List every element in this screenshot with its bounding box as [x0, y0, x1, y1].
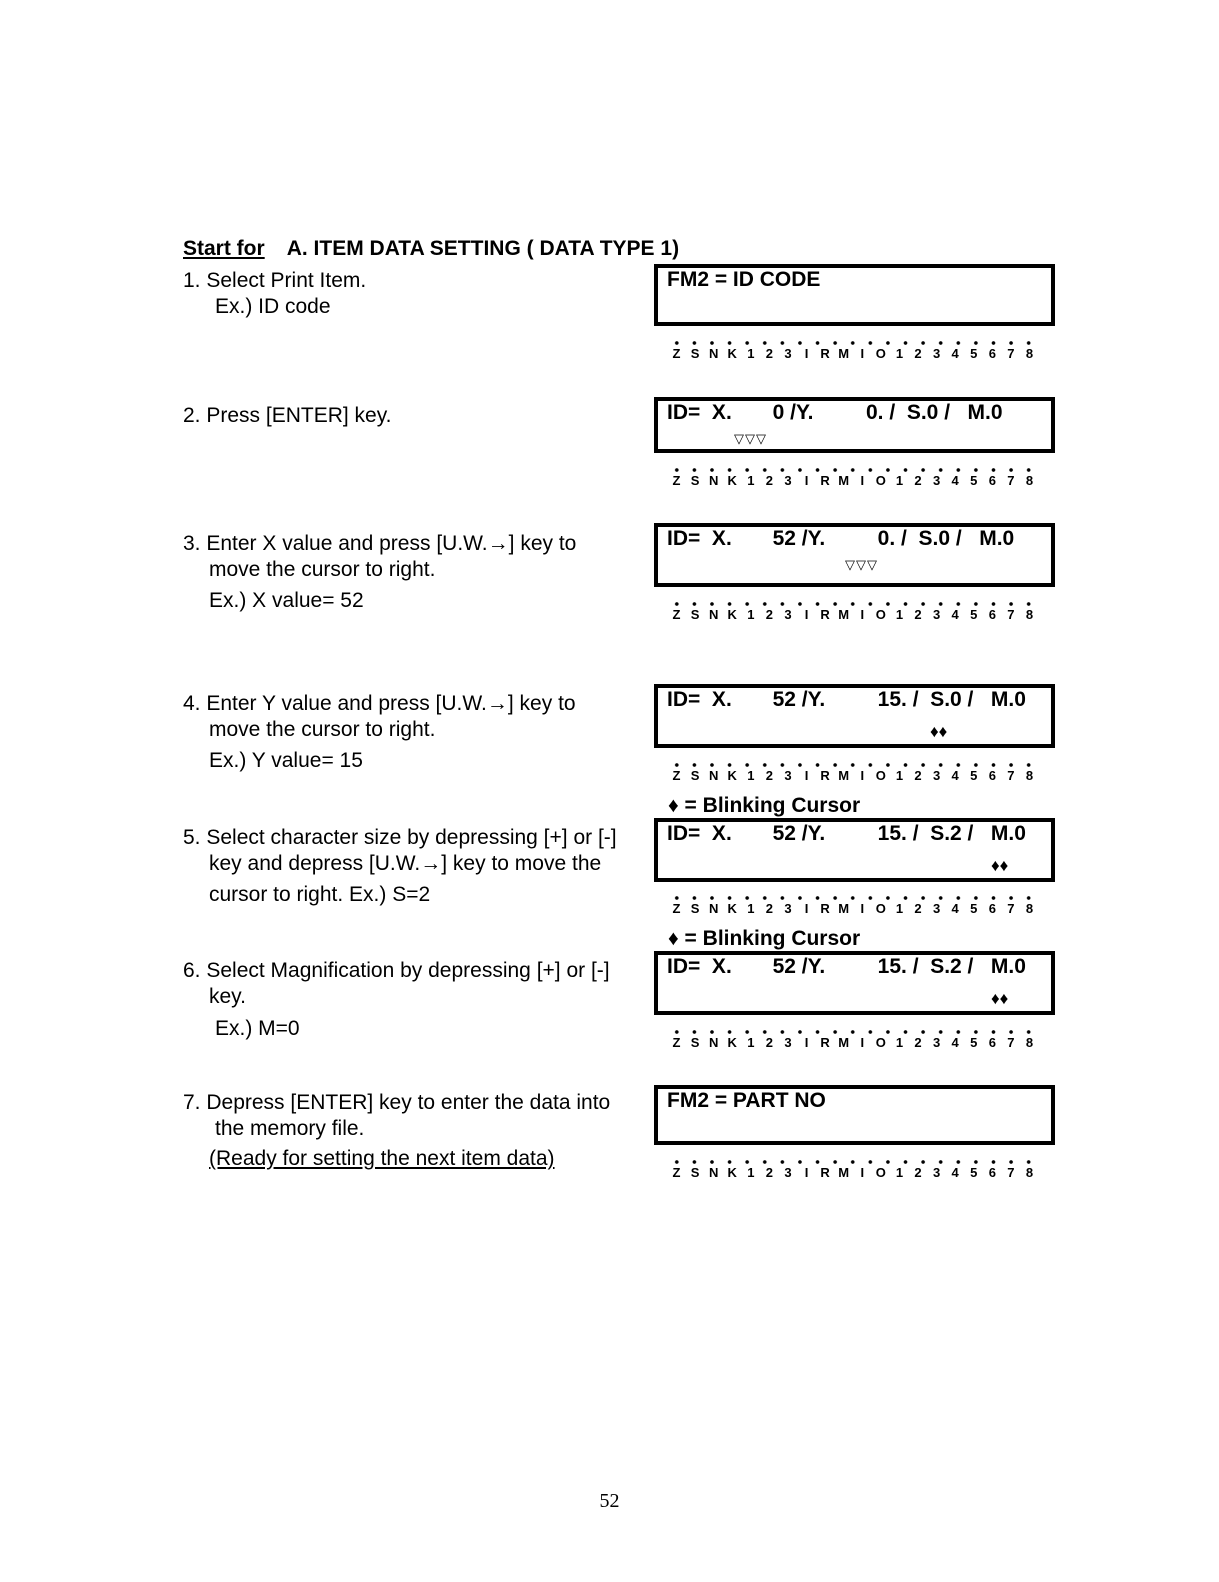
indicator-label: 5 [970, 768, 978, 783]
indicator-label: N [708, 473, 719, 488]
indicator-label: Z [672, 768, 681, 783]
indicator-label: I [804, 1165, 809, 1180]
indicator-label: 1 [747, 768, 755, 783]
indicator-label: S [690, 768, 700, 783]
step-5-line-2: key and depress [U.W.→] key to move the [209, 852, 602, 875]
indicator-label: 1 [895, 473, 904, 488]
indicator-label: O [875, 901, 886, 916]
indicator-label: O [875, 1035, 886, 1050]
step-4-line-1: 4. Enter Y value and press [U.W.→] key to [183, 692, 576, 715]
indicator-label: I [860, 607, 865, 622]
indicator-label: 2 [765, 1035, 773, 1050]
indicator-label: 2 [914, 1035, 922, 1050]
indicator-label: 1 [895, 607, 904, 622]
indicator-label: I [804, 346, 809, 361]
indicator-label: I [804, 473, 809, 488]
lcd-text: ID= X. 52 /Y. 0. / S.0 / M.0 [667, 527, 1015, 550]
indicator-label: 6 [988, 901, 996, 916]
indicator-label: 8 [1025, 1165, 1034, 1180]
lcd-text: ID= X. 52 /Y. 15. / S.0 / M.0 [667, 688, 1026, 711]
indicator-label: R [820, 473, 830, 488]
indicator-label: 2 [765, 768, 773, 783]
indicator-labels [668, 768, 1038, 783]
indicator-label: S [690, 346, 700, 361]
step-3 [183, 531, 576, 614]
lcd-display-4 [654, 684, 1055, 748]
indicator-label: 8 [1025, 346, 1034, 361]
indicator-label: 1 [747, 473, 755, 488]
indicator-labels [668, 1035, 1038, 1050]
section-letter: A. [286, 237, 308, 260]
indicator-label: 8 [1025, 607, 1034, 622]
cursor-marker: ▽▽▽ [845, 557, 878, 572]
indicator-label: Z [672, 607, 681, 622]
step-7-line-1: 7. Depress [ENTER] key to enter the data into [183, 1091, 611, 1114]
step-4-line-3: Ex.) Y value= 15 [209, 749, 363, 772]
indicator-labels [668, 607, 1038, 622]
step-7-line-2: the memory file. [215, 1117, 365, 1140]
indicator-label: N [708, 768, 719, 783]
indicator-label: 3 [932, 768, 941, 783]
indicator-label: M [838, 768, 850, 783]
lcd-display-1 [654, 264, 1055, 326]
indicator-label: 2 [765, 1165, 773, 1180]
indicator-label: N [708, 1165, 719, 1180]
indicator-label: O [875, 1165, 886, 1180]
start-for-label: Start for [183, 237, 265, 260]
indicator-label: 2 [914, 901, 922, 916]
indicator-label: 2 [914, 768, 922, 783]
step-3-line-1: 3. Enter X value and press [U.W.→] key to [183, 532, 577, 555]
step-1-line-1: 1. Select Print Item. [183, 269, 367, 292]
indicator-label: M [838, 473, 850, 488]
indicator-label: M [838, 1035, 850, 1050]
indicator-label: O [875, 346, 886, 361]
indicator-label: Z [672, 346, 681, 361]
lcd-text: ID= X. 52 /Y. 15. / S.2 / M.0 [667, 955, 1026, 978]
indicator-label: 5 [970, 473, 978, 488]
step-6-line-2: key. [209, 985, 246, 1008]
indicator-label: 1 [895, 901, 904, 916]
indicator-label: 7 [1007, 901, 1015, 916]
blinking-cursor-marker: ♦♦ [991, 989, 1009, 1008]
indicator-label: 2 [765, 607, 773, 622]
indicator-label: 3 [784, 607, 792, 622]
lcd-display-2 [654, 397, 1055, 453]
indicator-label: 2 [914, 473, 922, 488]
lcd-text: FM2 = ID CODE [667, 268, 821, 291]
indicator-label: M [838, 901, 850, 916]
step-2 [183, 403, 392, 429]
indicator-label: 7 [1007, 1165, 1015, 1180]
step-6-line-3: Ex.) M=0 [215, 1017, 300, 1040]
indicator-label: 1 [895, 1035, 904, 1050]
lcd-text: ID= X. 52 /Y. 15. / S.2 / M.0 [667, 822, 1026, 845]
indicator-label: 3 [784, 1165, 792, 1180]
indicator-label: Z [672, 473, 681, 488]
indicator-label: 1 [747, 901, 755, 916]
indicator-label: 2 [765, 901, 773, 916]
indicator-label: I [804, 901, 809, 916]
step-3-line-3: Ex.) X value= 52 [209, 589, 364, 612]
indicator-label: 7 [1007, 768, 1015, 783]
indicator-label: 2 [914, 346, 922, 361]
indicator-label: 6 [988, 607, 996, 622]
indicator-label: 6 [988, 473, 996, 488]
indicator-label: I [860, 1165, 865, 1180]
indicator-label: N [708, 901, 719, 916]
indicator-label: 5 [970, 607, 978, 622]
indicator-label: K [727, 901, 737, 916]
indicator-label: I [804, 607, 809, 622]
step-3-line-2: move the cursor to right. [209, 558, 436, 581]
indicator-label: Z [672, 1035, 681, 1050]
step-6 [183, 958, 610, 1042]
indicator-label: I [860, 1035, 865, 1050]
indicator-label: K [727, 473, 737, 488]
indicator-label: 3 [784, 473, 792, 488]
indicator-label: 7 [1007, 607, 1015, 622]
indicator-label: 7 [1007, 1035, 1015, 1050]
indicator-label: 3 [932, 607, 941, 622]
indicator-label: K [727, 1035, 737, 1050]
indicator-label: 6 [988, 1165, 996, 1180]
indicator-label: 4 [951, 901, 959, 916]
indicator-label: 3 [932, 1165, 941, 1180]
step-7 [183, 1090, 610, 1172]
lcd-display-5 [654, 818, 1055, 882]
indicator-label: O [875, 607, 886, 622]
step-5 [183, 825, 617, 908]
indicator-label: R [820, 607, 830, 622]
indicator-label: M [838, 607, 850, 622]
page-number: 52 [599, 1490, 620, 1512]
indicator-label: S [690, 901, 700, 916]
lcd-display-6 [654, 951, 1055, 1015]
indicator-label: 5 [970, 901, 978, 916]
indicator-label: S [690, 1035, 700, 1050]
lcd-display-7 [654, 1085, 1055, 1145]
indicator-label: 3 [784, 901, 792, 916]
indicator-label: N [708, 607, 719, 622]
step-5-line-3: cursor to right. Ex.) S=2 [209, 883, 431, 906]
indicator-label: 3 [784, 768, 792, 783]
lcd-text: ID= X. 0 /Y. 0. / S.0 / M.0 [667, 401, 1003, 424]
indicator-label: M [838, 346, 850, 361]
indicator-label: S [690, 1165, 700, 1180]
indicator-label: 5 [970, 1035, 978, 1050]
indicator-label: R [820, 1035, 830, 1050]
indicator-label: 3 [784, 1035, 792, 1050]
indicator-label: 6 [988, 346, 996, 361]
indicator-label: 3 [932, 901, 941, 916]
indicator-label: 1 [895, 346, 904, 361]
indicator-label: 1 [895, 768, 904, 783]
indicator-labels [668, 1165, 1038, 1180]
indicator-label: 8 [1025, 768, 1034, 783]
indicator-label: 1 [747, 346, 755, 361]
lcd-text: FM2 = PART NO [667, 1089, 826, 1112]
indicator-label: 3 [932, 346, 941, 361]
indicator-labels [668, 346, 1038, 361]
step-6-line-1: 6. Select Magnification by depressing [+] or [-] [183, 959, 610, 982]
indicator-label: S [690, 607, 700, 622]
lcd-display-3 [654, 523, 1055, 587]
blinking-cursor-marker: ♦♦ [991, 856, 1009, 875]
indicator-label: 6 [988, 768, 996, 783]
step-4-line-2: move the cursor to right. [209, 718, 436, 741]
indicator-label: 6 [988, 1035, 996, 1050]
indicator-label: I [804, 768, 809, 783]
indicator-label: 2 [765, 473, 773, 488]
indicator-label: S [690, 473, 700, 488]
indicator-label: 5 [970, 346, 978, 361]
indicator-label: 1 [747, 1165, 755, 1180]
indicator-label: 5 [970, 1165, 978, 1180]
indicator-label: 4 [951, 473, 959, 488]
indicator-label: Z [672, 1165, 681, 1180]
indicator-label: R [820, 901, 830, 916]
indicator-label: 2 [765, 346, 773, 361]
indicator-label: 3 [784, 346, 792, 361]
indicator-label: K [727, 607, 737, 622]
step-4 [183, 691, 576, 774]
indicator-label: I [860, 901, 865, 916]
step-2-line-1: 2. Press [ENTER] key. [183, 404, 392, 427]
step-1 [183, 268, 366, 320]
blinking-cursor-marker: ♦♦ [930, 722, 948, 741]
step-5-line-1: 5. Select character size by depressing [+] or [-] [183, 826, 617, 849]
indicator-label: K [727, 1165, 737, 1180]
indicator-label: N [708, 346, 719, 361]
indicator-label: 8 [1025, 473, 1034, 488]
section-heading [183, 237, 679, 261]
indicator-label: 4 [951, 1165, 959, 1180]
step-1-line-2: Ex.) ID code [215, 295, 331, 318]
section-title: ITEM DATA SETTING ( DATA TYPE 1) [313, 237, 680, 260]
indicator-label: 1 [895, 1165, 904, 1180]
indicator-label: 4 [951, 1035, 959, 1050]
indicator-labels [668, 473, 1038, 488]
indicator-label: Z [672, 901, 681, 916]
blinking-cursor-legend: ♦ = Blinking Cursor [668, 927, 861, 950]
indicator-label: I [860, 768, 865, 783]
indicator-label: 1 [747, 607, 755, 622]
indicator-label: 7 [1007, 473, 1015, 488]
indicator-label: 8 [1025, 1035, 1034, 1050]
indicator-label: N [708, 1035, 719, 1050]
indicator-labels [668, 901, 1038, 916]
indicator-label: 4 [951, 346, 959, 361]
indicator-label: 4 [951, 768, 959, 783]
indicator-label: R [820, 768, 830, 783]
indicator-label: 7 [1007, 346, 1015, 361]
indicator-label: 8 [1025, 901, 1034, 916]
indicator-label: 1 [747, 1035, 755, 1050]
indicator-label: I [804, 1035, 809, 1050]
indicator-label: I [860, 346, 865, 361]
indicator-label: I [860, 473, 865, 488]
cursor-marker: ▽▽▽ [734, 431, 767, 446]
indicator-label: M [838, 1165, 850, 1180]
indicator-label: 4 [951, 607, 959, 622]
indicator-label: 3 [932, 473, 941, 488]
indicator-label: O [875, 768, 886, 783]
step-7-line-3: (Ready for setting the next item data) [209, 1147, 555, 1170]
indicator-label: 3 [932, 1035, 941, 1050]
blinking-cursor-legend: ♦ = Blinking Cursor [668, 794, 861, 817]
indicator-label: O [875, 473, 886, 488]
indicator-label: K [727, 768, 737, 783]
indicator-label: 2 [914, 1165, 922, 1180]
indicator-label: R [820, 1165, 830, 1180]
indicator-label: 2 [914, 607, 922, 622]
indicator-label: R [820, 346, 830, 361]
indicator-label: K [727, 346, 737, 361]
